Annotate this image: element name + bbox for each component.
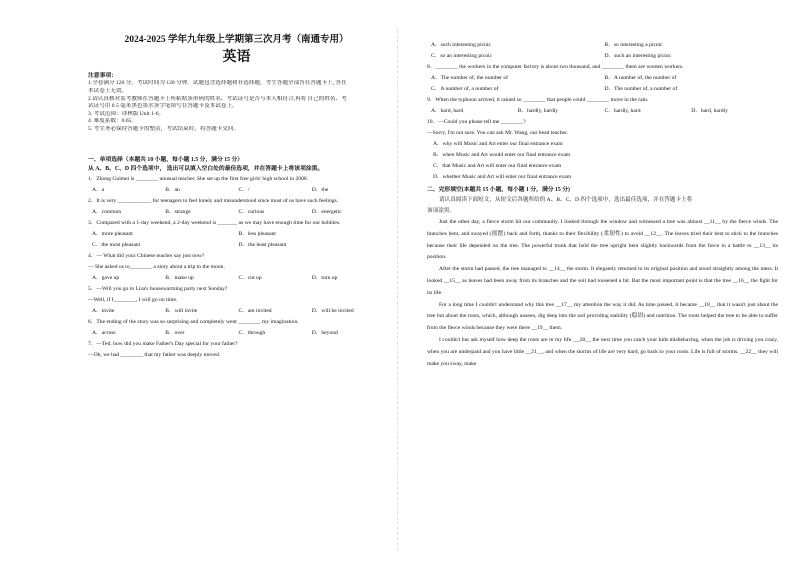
section2-instruction-cont: 该项涂黑。 <box>427 208 455 214</box>
answer-option: B．hardly, hardly <box>517 108 559 114</box>
option-group <box>88 273 385 284</box>
notice-item: 2.请认真核对监考教师在答题卡上所粘贴条形码的姓名、考试证号是否与本人相符合,再将 自己的姓名、考 <box>88 95 347 102</box>
answer-option: A．gave up <box>92 274 120 281</box>
answer-option: A．such interesting picnic <box>431 42 491 48</box>
notice-item: 4. 难度系数：0.65。 <box>88 118 137 125</box>
answer-option: D．beyond <box>311 329 338 336</box>
right-question-list <box>427 40 778 183</box>
answer-option: B．less pleasant <box>238 230 276 237</box>
answer-option: B．so interesting a picnic <box>604 42 663 48</box>
question <box>427 40 778 62</box>
answer-option: A．more pleasant <box>92 230 133 237</box>
notice-heading: 注意事项： <box>88 73 117 79</box>
exam-title: 2024-2025 学年九年级上学期第三次月考（南通专用） <box>124 35 349 45</box>
answer-option: A．invite <box>92 307 115 314</box>
question-stem: 10．—Could you please tell me ________? <box>427 119 526 125</box>
question-dialogue: —Sorry, I'm not sure. You can ask Mr. Wang, our head teacher. <box>427 130 568 136</box>
answer-option: A．across <box>92 329 116 336</box>
option-group <box>88 185 385 196</box>
answer-option: C．A number of, a number of <box>431 86 499 92</box>
question-stem: 8．________ the workers in the computer factory is about two thousand, and ________ them are women workers. <box>427 64 684 70</box>
answer-option: C．/ <box>238 186 250 193</box>
answer-option: A．common <box>92 208 122 215</box>
notice-block <box>88 72 385 134</box>
cloze-passage <box>427 217 778 370</box>
question <box>88 251 385 284</box>
question-dialogue: —Well, if I________, I will go on time. <box>88 296 178 303</box>
question-stem: 4．— What did your Chinese teacher say just now? <box>88 252 205 259</box>
answer-option: B．an <box>165 186 180 193</box>
left-column <box>0 0 397 361</box>
notice-item: 试证号用 0.5 毫米黑色墨水签字笔填写在答题卡及本试卷上。 <box>88 103 238 110</box>
question <box>427 62 778 95</box>
question <box>88 339 385 361</box>
answer-option: B．will invite <box>165 307 198 314</box>
answer-option: C．cut up <box>238 274 262 281</box>
notice-item: 1.全卷满分 120 分。考试时间为 120 分钟。试题包含选择题和非选择题。考生答题全部答在答题卡上, 答在 <box>88 80 347 87</box>
answer-option: C．that Music and Art will enter our final entrance exam <box>433 163 562 169</box>
answer-option: B．make up <box>165 274 194 281</box>
question-stem: 2．It is very ____________ for teenagers to feel lonely and misunderstood since most of us have such feelings. <box>88 197 339 204</box>
question <box>88 284 385 317</box>
answer-option: B．A number of, the number of <box>604 75 677 81</box>
answer-option: D．whether Music and Art will enter our final entrance exam <box>433 174 572 180</box>
question-stem: 3．Compared with a 1-day weekend, a 2-day weekend is _______ as we may have enough time for our hobbies. <box>88 219 341 226</box>
question-dialogue: —Oh, we had ________ that my father was deeply moved. <box>88 351 221 358</box>
notice-item: 3. 考试范围：译林版 Unit 1-6。 <box>88 110 165 117</box>
notice-item: 5. 考生务必保持答题卡的整洁，考试结束时，将答题卡交回。 <box>88 125 240 132</box>
question-stem: 7．—Ted, how did you make Father's Day special for your father? <box>88 340 238 347</box>
question-stem: 5．—Will you go to Lisa's housewarming party next Sunday? <box>88 285 228 292</box>
question-stem: 6．The ending of the story was so surprising and completely went ________ my imagination. <box>88 318 299 325</box>
cloze-paragraph: For a long time I couldn't understand why this tree __17__ my attention the way it did. As time passed, it became __18__ that it wasn't just about the tree but about the roots, which, although unseen, dig deep into the soil providing stability (稳固) and nutrition. The roots helped the tree to be able to suffer from the fierce winds because they were there __19__ them. <box>427 301 778 332</box>
notice-item: 本试卷上无效。 <box>88 88 128 94</box>
cloze-paragraph: After the storm had passed, the tree managed to __14__ the storm. It elegantly returned to its original position and stood straightly among the mess. It looked __15__ as leaves had been away from its branches and the soil had loosened a bit. But the most important point is that the tree __16__ the fight for its life. <box>427 266 778 296</box>
question <box>88 317 385 339</box>
option-group <box>88 229 385 251</box>
answer-option: A．The number of, the number of <box>431 75 509 81</box>
right-column <box>397 0 794 370</box>
cloze-paragraph: I couldn't but ask myself how deep the roots are in my life. __20__ the next time you catch your kids misbehaving, when the job is driving you crazy, when you are underpaid and you have little __21__, and when the storms of life are very hard, go back to your roots. Life is full of storms. __22__ they will make you sway, make <box>427 336 778 367</box>
answer-option: D．such an interesting picnic <box>604 53 672 59</box>
answer-option: A．why will Music and Art enter our final entrance exam <box>433 141 563 147</box>
option-group <box>88 328 385 339</box>
answer-option: D．the <box>311 186 329 193</box>
answer-option: A．a <box>92 186 105 193</box>
answer-option: D．will be invited <box>311 307 354 314</box>
exam-subject: 英语 <box>222 50 251 65</box>
question <box>427 95 778 117</box>
answer-option: B．over <box>165 329 185 336</box>
option-group <box>427 40 778 62</box>
option-group <box>427 73 778 95</box>
answer-option: C．hardly, hard <box>604 108 641 114</box>
section2-instruction: 请认真阅读下面短文，从短文后各题所给的 A、B、C、D 四个选项中，选出最佳选项，并在答题卡上将 <box>439 197 693 203</box>
question-stem: 1．Zhong Guimei is ________ unusual teacher. She set up the first free girls' high school in 2008. <box>88 175 309 182</box>
question <box>427 117 778 183</box>
section2-heading: 二、完形填空(本题共 15 小题，每小题 1 分，满分 15 分) <box>427 187 570 193</box>
question <box>88 218 385 251</box>
answer-option: D．the least pleasant <box>238 241 287 248</box>
answer-option: C．am invited <box>238 307 272 314</box>
answer-option: A．hard, hard <box>431 108 464 114</box>
answer-option: D．The number of, a number of <box>604 86 678 92</box>
answer-option: D．turn up <box>311 274 338 281</box>
answer-option: C．so an interesting picnic <box>431 53 493 59</box>
answer-option: D．energetic <box>311 208 342 215</box>
option-group <box>88 207 385 218</box>
answer-option: B．when Music and Art would enter our final entrance exam <box>433 152 571 158</box>
option-group <box>88 306 385 317</box>
answer-option: C．the most pleasant <box>92 241 141 248</box>
question-dialogue: — She asked us to________ a story about a trip to the moon. <box>88 263 225 270</box>
cloze-paragraph: Just the other day, a fierce storm hit our community. I looked through the window and witnessed a tree was almost __11__ by the fierce winds. The branches bent, and swayed (摇摆) back and forth, thanks to their flexibility (柔韧性) to avoid __12__. The leaves tried their best to stick to the branches because their life depended on the tree. The powerful trunk that held the tree upright bent slightly backwards from the force in a battle to __13__ its position. <box>427 219 778 261</box>
answer-option: D．hard, hardly <box>691 108 728 114</box>
option-group <box>427 139 778 183</box>
question <box>88 196 385 218</box>
question-stem: 9．When the typhoon arrived, it rained so ________ that people could ________ move in the rain. <box>427 97 649 103</box>
question <box>88 174 385 196</box>
section1-heading: 一、单项选择（本题共 10 小题，每小题 1.5 分，满分 15 分） <box>88 156 244 163</box>
section1-instruction: 从 A、B、C、D 四个选项中， 选出可以填入空白处的最佳选项，并在答题卡上将该项涂黑。 <box>88 165 324 172</box>
left-question-list <box>88 174 385 361</box>
answer-option: B．strange <box>165 208 191 215</box>
answer-option: C．curious <box>238 208 265 215</box>
option-group <box>427 106 778 117</box>
answer-option: C．through <box>238 329 266 336</box>
